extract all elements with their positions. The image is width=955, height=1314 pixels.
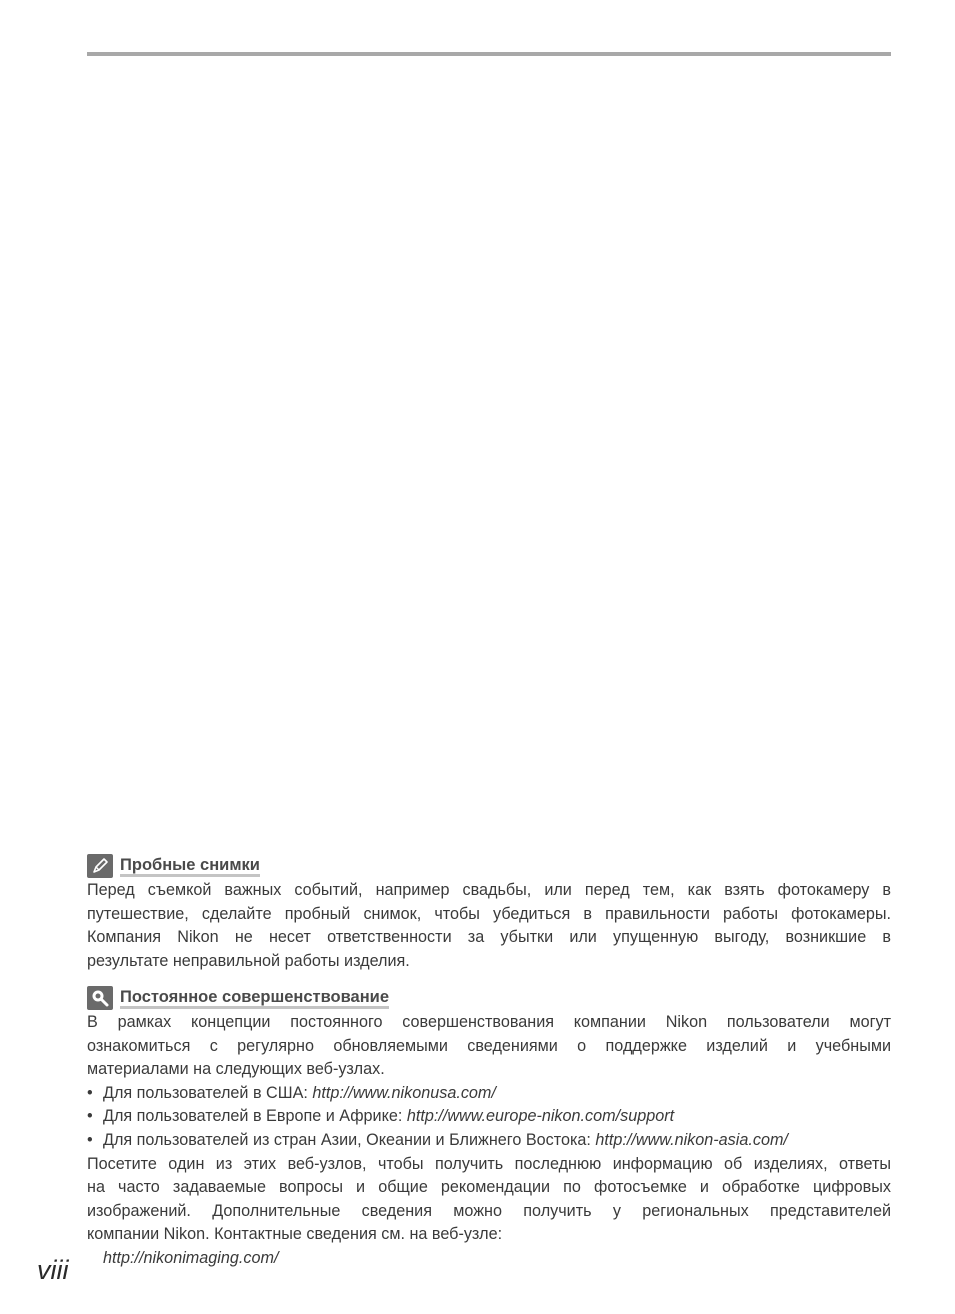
outro-line: Посетите один из этих веб-узлов, чтобы получить последнюю информацию об изделиях, ответы bbox=[87, 1154, 891, 1173]
note-heading bbox=[87, 985, 891, 1011]
outro-line: компании Nikon. Контактные сведения см. на веб-узле: bbox=[87, 1225, 503, 1244]
link-url[interactable]: http://www.europe-nikon.com/support bbox=[406, 1107, 675, 1126]
note-test-shots bbox=[87, 853, 891, 973]
top-rule bbox=[87, 52, 891, 56]
magnifier-icon bbox=[87, 986, 113, 1010]
link-url[interactable]: http://www.nikonusa.com/ bbox=[312, 1083, 496, 1102]
bullet: • bbox=[87, 1083, 93, 1102]
link-label: Для пользователей из стран Азии, Океании и Ближнего Востока: bbox=[103, 1130, 596, 1149]
note-line: путешествие, сделайте пробный снимок, чтобы убедиться в правильности работы фотокамеры. bbox=[87, 904, 891, 923]
link-label: Для пользователей в Европе и Африке: bbox=[103, 1107, 407, 1126]
note-line: Перед съемкой важных событий, например свадьбы, или перед тем, как взять фотокамеру в bbox=[87, 881, 891, 899]
note-title: Постоянное совершенствование bbox=[120, 988, 389, 1009]
link-label: Для пользователей в США: bbox=[103, 1083, 313, 1102]
bullet: • bbox=[87, 1130, 93, 1149]
note-title: Пробные снимки bbox=[120, 856, 260, 877]
intro-line: ознакомиться с регулярно обновляемыми сведениями о поддержке изделий и учебными bbox=[87, 1036, 891, 1055]
bullet: • bbox=[87, 1107, 93, 1126]
intro-line: материалами на следующих веб-узлах. bbox=[87, 1060, 385, 1079]
note-continuous-learning bbox=[87, 985, 891, 1271]
note-heading bbox=[87, 853, 891, 879]
outro-line: на часто задаваемые вопросы и общие рекомендации по фотосъемке и обработке цифровых bbox=[87, 1178, 891, 1197]
page-number: viii bbox=[37, 1255, 69, 1285]
intro-line: В рамках концепции постоянного совершенствования компании Nikon пользователи могут bbox=[87, 1013, 891, 1031]
contact-url[interactable]: http://nikonimaging.com/ bbox=[103, 1248, 279, 1267]
note-line: Компания Nikon не несет ответственности за убытки или упущенную выгоду, возникшие в bbox=[87, 928, 891, 947]
list-item bbox=[87, 1105, 891, 1129]
link-list bbox=[87, 1082, 891, 1153]
list-item bbox=[87, 1082, 891, 1106]
outro-line: изображений. Дополнительные сведения можно получить у региональных представителей bbox=[87, 1201, 891, 1220]
pencil-icon bbox=[87, 854, 113, 878]
link-url[interactable]: http://www.nikon-asia.com/ bbox=[595, 1130, 788, 1149]
list-item bbox=[87, 1129, 891, 1153]
note-line: результате неправильной работы изделия. bbox=[87, 951, 410, 970]
